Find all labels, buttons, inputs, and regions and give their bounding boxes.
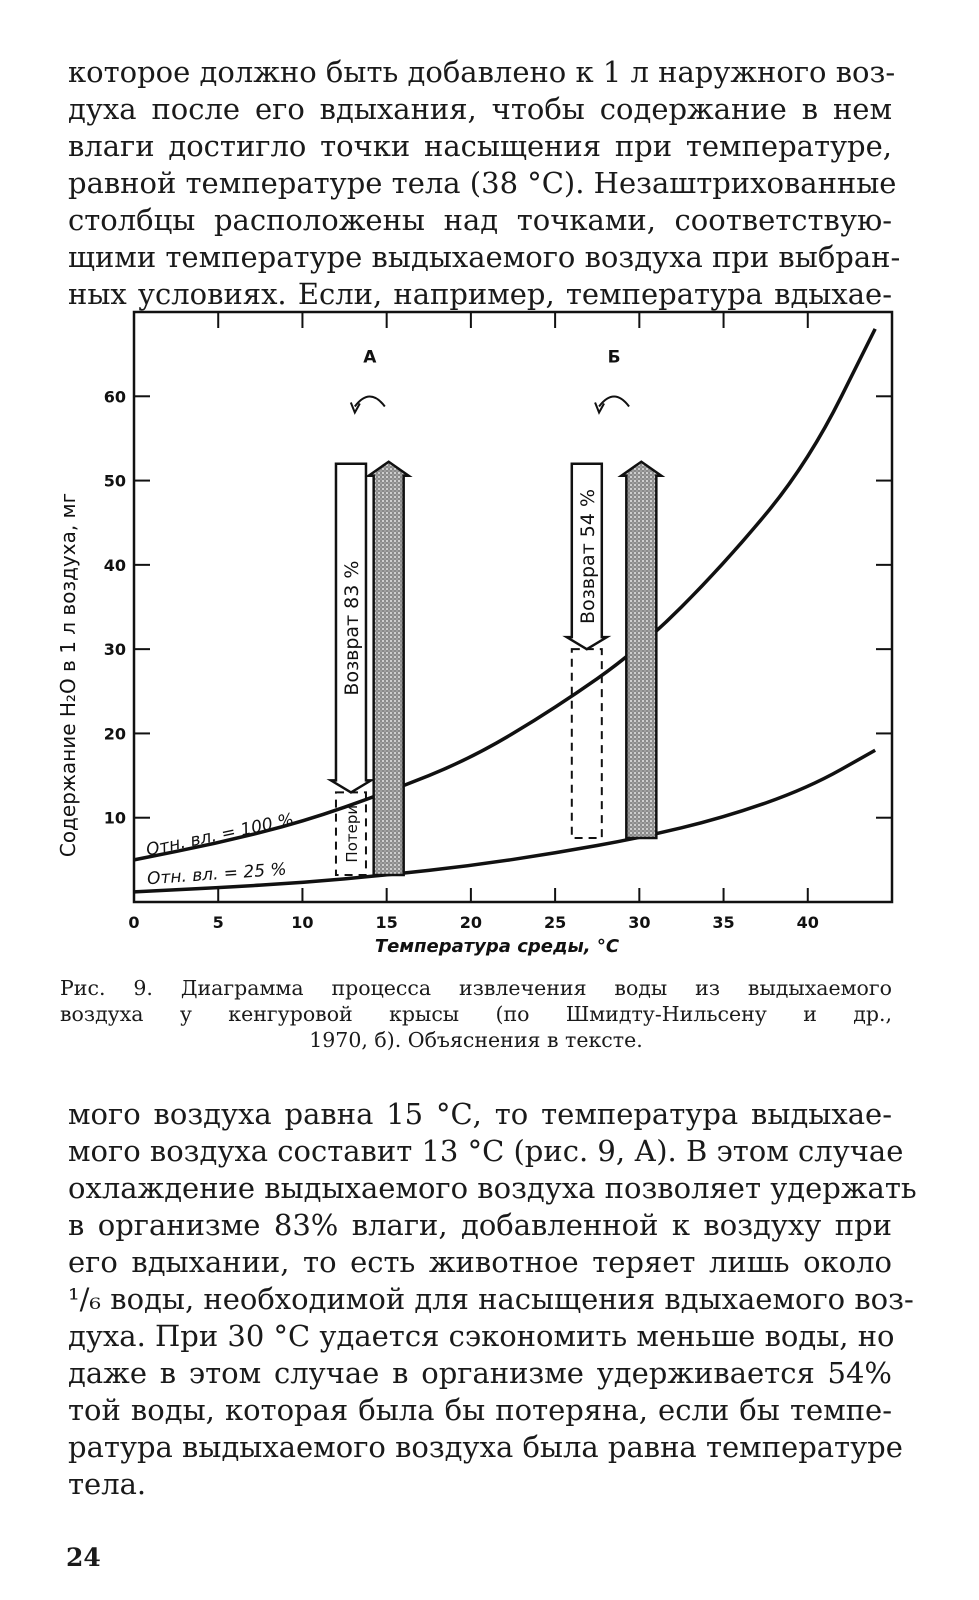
text-line: которое должно быть добавлено к 1 л наружного воз- (68, 55, 896, 89)
text-line: духа после его вдыхания, чтобы содержание в нем (68, 92, 892, 126)
y-tick-label: 60 (103, 387, 126, 407)
annotation-group-a (331, 348, 409, 875)
body-text-bottom (68, 1096, 917, 1503)
text-line: влаги достигло точки насыщения при температуре, (68, 129, 892, 163)
loss-label: Потери (342, 804, 361, 863)
y-tick-label: 20 (103, 724, 126, 744)
x-tick-label: 25 (543, 913, 567, 932)
text-line: равной температуре тела (38 °С). Незаштрихованные (68, 166, 897, 200)
text-line: мого воздуха равна 15 °С, то температура выдыхае- (68, 1097, 892, 1131)
figure-caption (60, 975, 892, 1053)
text-line: в организме 83% влаги, добавленной к воздуху при (68, 1208, 892, 1242)
return-bars (331, 348, 661, 875)
caption-line: 1970, б). Объяснения в тексте. (309, 1028, 643, 1052)
x-tick-label: 5 (212, 913, 224, 932)
y-tick-label: 30 (103, 640, 126, 660)
x-tick-label: 30 (628, 913, 651, 932)
annotation-letter: Б (607, 347, 621, 368)
text-line: ¹/₆ воды, необходимой для насыщения вдыхаемого воз- (68, 1282, 914, 1316)
text-line: ных условиях. Если, например, температура вдыхае- (68, 277, 892, 311)
x-tick-label: 20 (459, 913, 483, 932)
text-line: щими температуре выдыхаемого воздуха при выбран- (68, 240, 901, 274)
y-axis-label: Содержание H₂O в 1 л воздуха, мг (56, 492, 80, 858)
top-axis-ticks (134, 312, 808, 328)
text-line: мого воздуха составит 13 °С (рис. 9, А). В этом случае (68, 1134, 904, 1168)
y-axis-ticks (104, 387, 892, 827)
series-line-100 (134, 329, 875, 860)
text-line: той воды, которая была бы потеряна, если бы темпе- (68, 1393, 892, 1427)
series-label-25: Отн. вл. = 25 % (146, 859, 288, 890)
text-line: тела. (68, 1467, 147, 1501)
y-tick-label: 40 (103, 555, 126, 575)
page-number: 24 (66, 1543, 101, 1572)
water-recovery-chart (30, 300, 910, 980)
text-line: ратура выдыхаемого воздуха была равна температуре (68, 1430, 903, 1464)
text-line: даже в этом случае в организме удерживается 54% (68, 1356, 892, 1390)
inhale-bar (621, 462, 661, 838)
caption-line: Рис. 9. Диаграмма процесса извлечения воды из выдыхаемого (60, 976, 892, 1000)
return-label: Возврат 83 % (340, 560, 363, 696)
body-text-top (68, 54, 901, 313)
cycle-arrowhead-icon (351, 403, 360, 413)
x-axis-label: Температура среды, °С (374, 936, 620, 957)
y-tick-label: 50 (103, 471, 126, 491)
annotation-letter: А (363, 347, 377, 368)
return-label: Возврат 54 % (576, 488, 599, 624)
x-tick-label: 10 (291, 913, 314, 932)
text-line: его вдыхании, то есть животное теряет лишь около (68, 1245, 892, 1279)
series-label-100: Отн. вл. = 100 % (144, 809, 296, 861)
x-tick-label: 15 (375, 913, 398, 932)
plot-frame (134, 312, 892, 902)
x-tick-label: 40 (796, 913, 819, 932)
text-line: духа. При 30 °С удается сэкономить меньше воды, но (68, 1319, 895, 1353)
inhale-bar (369, 462, 409, 875)
x-axis-ticks (128, 888, 818, 932)
text-line: столбцы расположены над точками, соответствую- (68, 203, 892, 237)
annotation-group-b (567, 348, 662, 838)
humidity-curves (134, 329, 875, 892)
x-tick-label: 0 (128, 913, 140, 932)
text-line: охлаждение выдыхаемого воздуха позволяет удержать (68, 1171, 917, 1205)
cycle-arrowhead-icon (595, 403, 604, 413)
x-tick-label: 35 (712, 913, 735, 932)
caption-line: воздуха у кенгуровой крысы (по Шмидту-Нильсену и др., (60, 1002, 892, 1026)
y-tick-label: 10 (103, 808, 126, 828)
